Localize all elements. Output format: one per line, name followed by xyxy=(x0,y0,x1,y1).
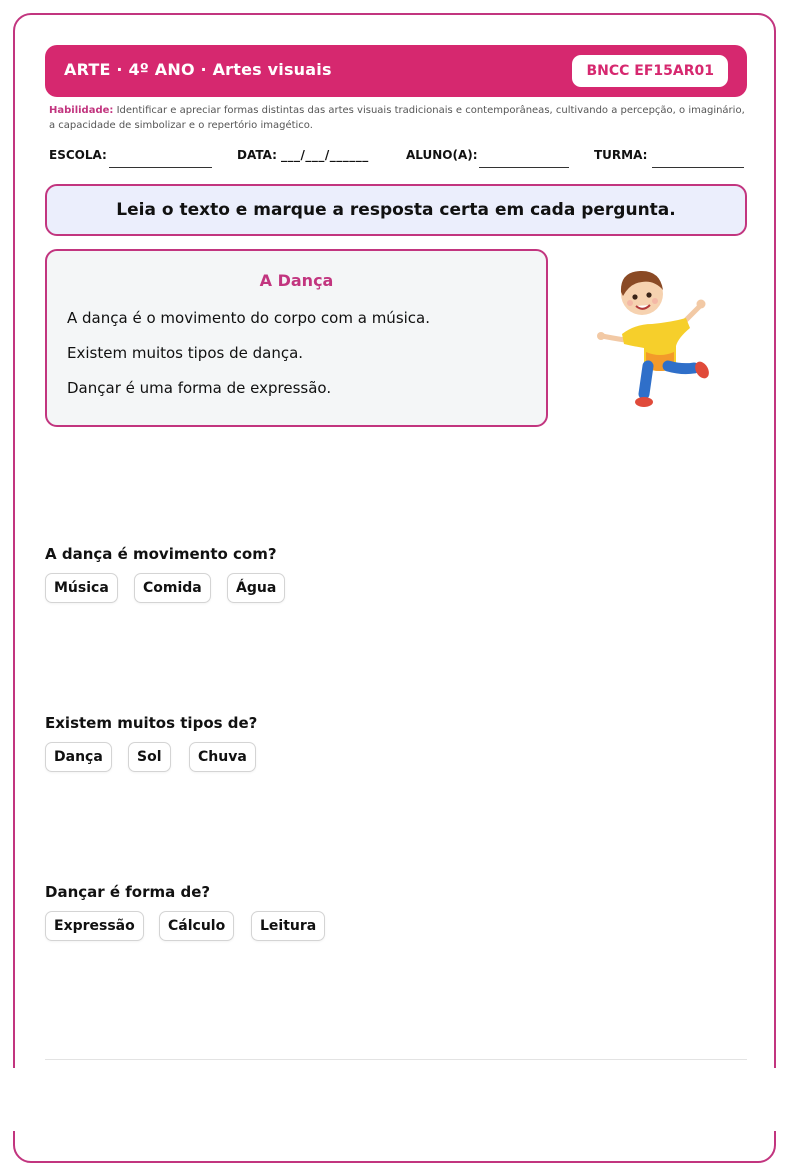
footer-divider xyxy=(45,1059,747,1060)
instruction-box: Leia o texto e marque a resposta certa em cada pergunta. xyxy=(45,184,747,236)
question-3-option-expressao[interactable]: Expressão xyxy=(45,911,144,941)
bncc-badge: BNCC EF15AR01 xyxy=(572,55,728,87)
worksheet-title: ARTE · 4º ANO · Artes visuais xyxy=(64,60,332,79)
reading-title: A Dança xyxy=(259,271,334,290)
habilidade-description: Identificar e apreciar formas distintas das artes visuais tradicionais e contemporâneas, cultivando a percepção, o imaginário, a capacidade de simbolizar e o repertório imagético. xyxy=(49,105,745,131)
question-2-option-sol[interactable]: Sol xyxy=(128,742,171,772)
question-1-option-musica[interactable]: Música xyxy=(45,573,118,603)
aluno-label: ALUNO(A): xyxy=(406,148,478,162)
question-1-prompt: A dança é movimento com? xyxy=(45,545,277,563)
data-label: DATA: xyxy=(237,148,277,162)
question-1-option-agua[interactable]: Água xyxy=(227,573,285,603)
header-bar xyxy=(45,45,747,97)
reading-box xyxy=(45,249,548,427)
escola-field[interactable] xyxy=(109,167,212,168)
turma-label: TURMA: xyxy=(594,148,648,162)
escola-label: ESCOLA: xyxy=(49,148,107,162)
question-2-option-danca[interactable]: Dança xyxy=(45,742,112,772)
question-2-prompt: Existem muitos tipos de? xyxy=(45,714,258,732)
question-2-option-chuva[interactable]: Chuva xyxy=(189,742,256,772)
turma-field[interactable] xyxy=(652,167,744,168)
habilidade-text xyxy=(49,103,749,133)
question-1-option-comida[interactable]: Comida xyxy=(134,573,211,603)
question-3-option-calculo[interactable]: Cálculo xyxy=(159,911,234,941)
aluno-field[interactable] xyxy=(479,167,569,168)
habilidade-label: Habilidade: xyxy=(49,105,114,116)
student-info-row xyxy=(49,148,747,170)
page-bottom xyxy=(0,1068,791,1131)
date-field[interactable]: ___/___/______ xyxy=(281,148,369,162)
question-3-option-leitura[interactable]: Leitura xyxy=(251,911,325,941)
reading-line-2: Existem muitos tipos de dança. xyxy=(67,344,304,362)
reading-line-3: Dançar é uma forma de expressão. xyxy=(67,379,332,397)
question-3-prompt: Dançar é forma de? xyxy=(45,883,211,901)
dancing-child-illustration xyxy=(590,262,720,417)
reading-line-1: A dança é o movimento do corpo com a música. xyxy=(67,309,431,327)
